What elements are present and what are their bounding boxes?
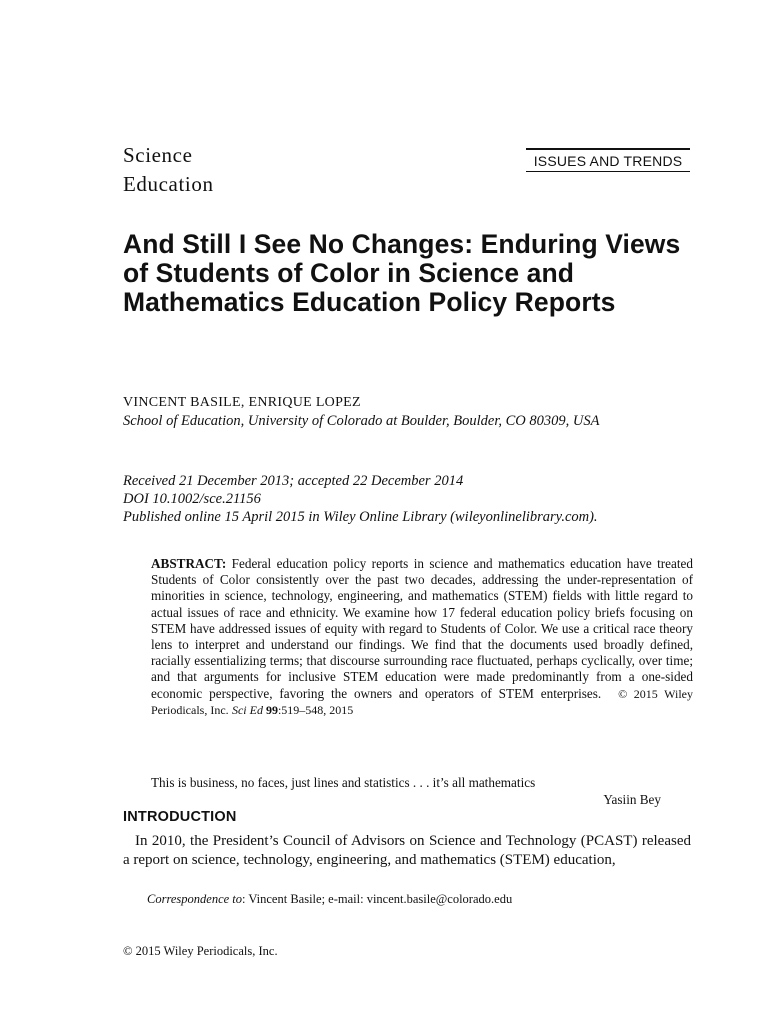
published-online: Published online 15 April 2015 in Wiley Online Library (wileyonlinelibrary.com). xyxy=(123,509,598,525)
journal-abbreviation: Sci Ed xyxy=(231,702,263,717)
epigraph-attribution: Yasiin Bey xyxy=(603,792,661,807)
received-date: Received 21 December 2013; accepted 22 December 2014 xyxy=(123,473,464,489)
publication-history xyxy=(123,472,598,526)
introduction-paragraph: In 2010, the President’s Council of Advisors on Science and Technology (PCAST) released a report on science, technology, engineering, and mathematics (STEM) education, xyxy=(123,833,691,868)
section-label: ISSUES AND TRENDS xyxy=(526,148,690,172)
journal-name-line2: Education xyxy=(123,172,214,196)
author-list: VINCENT BASILE, ENRIQUE LOPEZ xyxy=(123,395,361,410)
page-range: :519–548, 2015 xyxy=(277,702,354,717)
journal-name xyxy=(123,141,214,199)
abstract-citation xyxy=(232,703,353,717)
doi: DOI 10.1002/sce.21156 xyxy=(123,491,261,507)
abstract-text: Federal education policy reports in science and mathematics education have treated Students of Color consistently over the past two decades, addressing the under-representation of minorities in science, technology, engineering, and mathematics (STEM) fields with little regard to actual issues of race and ethnicity. We examine how 17 federal education policy briefs focusing on STEM have addressed issues of equity with regard to Students of Color. We use a critical race theory lens to interpret and understand our findings. We find that the documents used broadly defined, racially essentializing terms; that discourse surrounding race fluctuated, perhaps cyclically, over time; and that arguments for inclusive STEM education were made predominantly from a one-sided economic perspective, favoring the owners and operators of STEM enterprises. xyxy=(151,556,693,701)
article-title: And Still I See No Changes: Enduring Views of Students of Color in Science and Mathematics Education Policy Reports xyxy=(123,229,681,317)
volume-number: 99 xyxy=(265,702,278,717)
correspondence-note xyxy=(147,891,512,907)
introduction-heading: INTRODUCTION xyxy=(123,809,237,825)
epigraph-quote: This is business, no faces, just lines and statistics . . . it’s all mathematics xyxy=(151,775,536,790)
correspondence-text: : Vincent Basile; e-mail: vincent.basile@colorado.edu xyxy=(242,892,513,906)
footer-copyright: © 2015 Wiley Periodicals, Inc. xyxy=(123,944,278,958)
abstract-label: ABSTRACT: xyxy=(151,556,227,571)
correspondence-label: Correspondence to xyxy=(147,892,243,906)
abstract-copyright: © 2015 Wiley Periodicals, Inc. xyxy=(151,686,693,717)
epigraph xyxy=(151,774,661,808)
journal-name-line1: Science xyxy=(123,143,193,167)
abstract xyxy=(151,556,693,718)
author-affiliation: School of Education, University of Colorado at Boulder, Boulder, CO 80309, USA xyxy=(123,413,600,429)
